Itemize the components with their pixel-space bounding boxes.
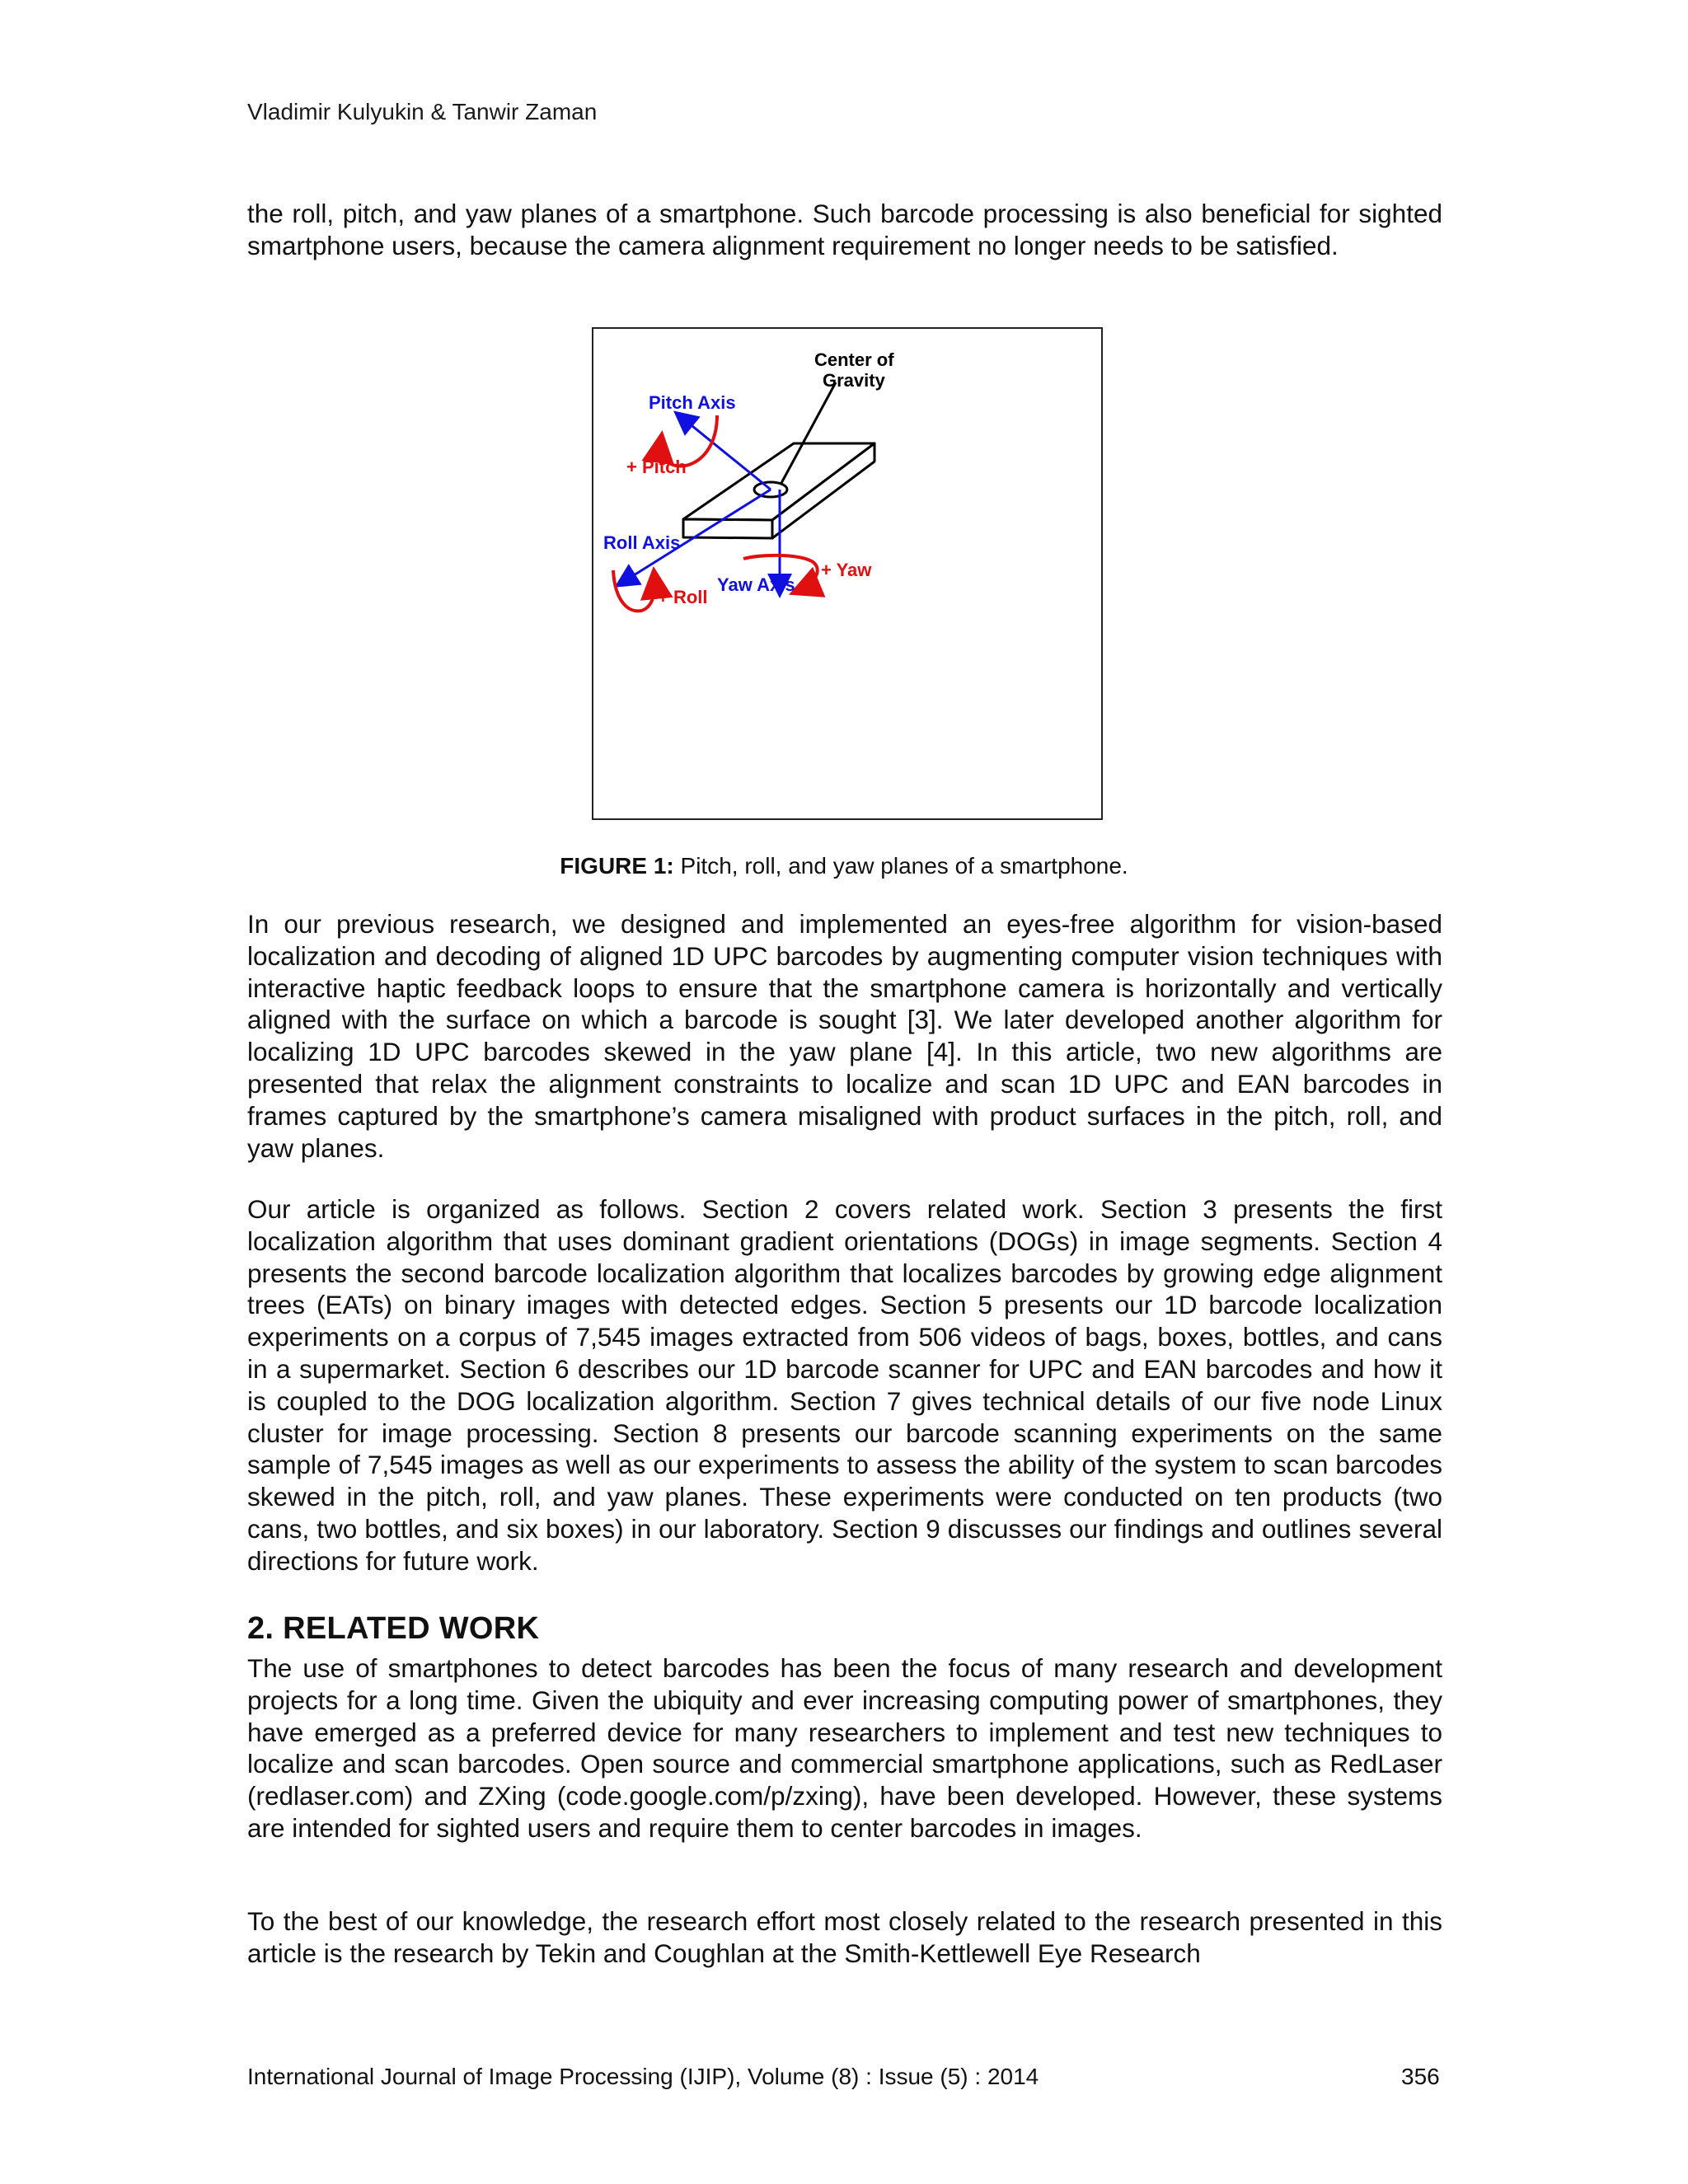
paragraph-related-work-2: To the best of our knowledge, the research effort most closely related to the research presented in this article is the research by Tekin and Coughlan at the Smith-Kettlewell Eye Research — [247, 1906, 1442, 1968]
plus-yaw-label: + Yaw — [821, 560, 872, 580]
paragraph-related-work-1: The use of smartphones to detect barcodes has been the focus of many research and development projects for a long time. Given the ubiquity and ever increasing computing power of smartphones, they have emerged as a preferred device for many researchers to implement and test new techniques to localize and scan barcodes. Open source and commercial smartphone applications, such as RedLaser (redlaser.com) and ZXing (code.google.com/p/zxing), have been developed. However, these systems are intended for sighted users and require them to center barcodes in images. — [247, 1653, 1442, 1843]
plus-pitch-label: + Pitch — [626, 457, 687, 477]
center-of-gravity-label-line1: Center of — [814, 349, 894, 370]
center-of-gravity-label-line2: Gravity — [823, 370, 885, 391]
running-head: Vladimir Kulyukin & Tanwir Zaman — [247, 99, 598, 124]
roll-axis-label: Roll Axis — [603, 532, 681, 553]
figure-caption-text: Pitch, roll, and yaw planes of a smartphone. — [673, 853, 1128, 879]
pitch-axis-label: Pitch Axis — [649, 392, 736, 413]
figure-caption-label: FIGURE 1: — [560, 853, 674, 879]
plus-roll-label: + Roll — [658, 587, 708, 607]
yaw-axis-label: Yaw Axis — [717, 574, 795, 595]
paragraph-organization: Our article is organized as follows. Section 2 covers related work. Section 3 presents the first localization algorithm that uses dominant gradient orientations (DOGs) in image segments. Section 4 presents the second barcode localization algorithm that localizes barcodes by growing edge alignment trees (EATs) on binary images with detected edges. Section 5 presents our 1D barcode localization experiments on a corpus of 7,545 images extracted from 506 videos of bags, boxes, bottles, and cans in a supermarket. Section 6 describes our 1D barcode scanner for UPC and EAN barcodes and how it is coupled to the DOG localization algorithm. Section 7 gives technical details of our five node Linux cluster for image processing. Section 8 presents our barcode scanning experiments on the same sample of 7,545 images as well as our experiments to assess the ability of the system to scan barcodes skewed in the pitch, roll, and yaw planes. These experiments were conducted on ten products (two cans, two bottles, and six boxes) in our laboratory. Section 9 discusses our findings and outlines several directions for future work. — [247, 1194, 1442, 1576]
paragraph-intro-continuation: the roll, pitch, and yaw planes of a smartphone. Such barcode processing is also beneficial for sighted smartphone users, because the camera alignment requirement no longer needs to be satisfied. — [247, 199, 1442, 260]
figure-caption — [0, 853, 1688, 879]
footer-journal: International Journal of Image Processing (IJIP), Volume (8) : Issue (5) : 2014 — [247, 2064, 1039, 2089]
pitch-axis-arrow — [679, 415, 771, 490]
section-heading-related-work: 2. RELATED WORK — [247, 1611, 540, 1646]
figure-1 — [592, 327, 1103, 820]
smartphone-axes-diagram — [593, 329, 1101, 818]
paragraph-previous-research: In our previous research, we designed and implemented an eyes-free algorithm for vision-based localization and decoding of aligned 1D UPC barcodes by augmenting computer vision techniques with interactive haptic feedback loops to ensure that the smartphone camera is horizontally and vertically aligned with the surface on which a barcode is sought [3]. We later developed another algorithm for localizing 1D UPC barcodes skewed in the yaw plane [4]. In this article, two new algorithms are presented that relax the alignment constraints to localize and scan 1D UPC and EAN barcodes in frames captured by the smartphone’s camera misaligned with product surfaces in the pitch, roll, and yaw planes. — [247, 909, 1442, 1163]
footer-page-number: 356 — [1401, 2064, 1440, 2089]
